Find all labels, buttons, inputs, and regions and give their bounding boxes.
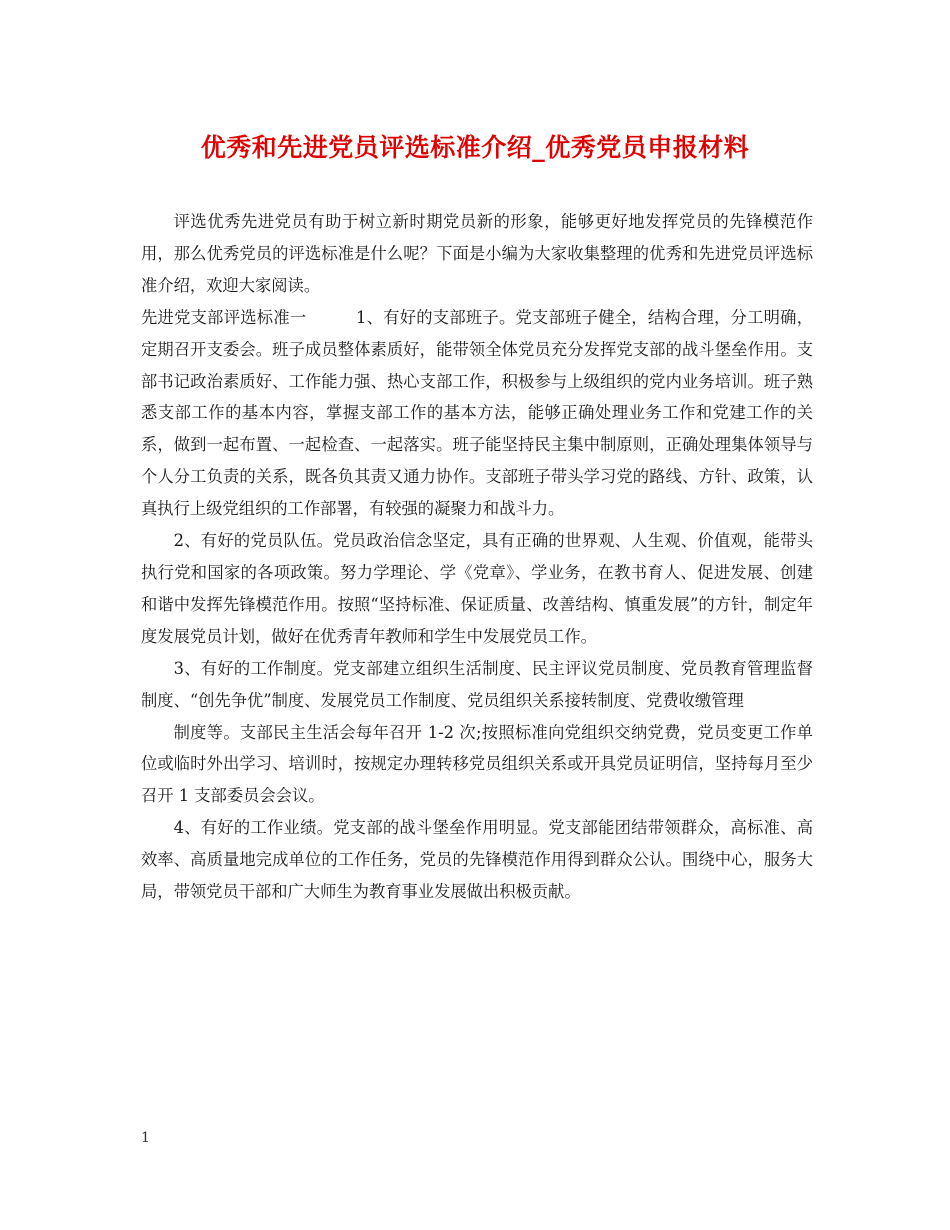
page-number: 1 (141, 1130, 150, 1146)
paragraph-standard-1: 先进党支部评选标准一 1、有好的支部班子。党支部班子健全，结构合理，分工明确，定期召开支委会。班子成员整体素质好，能带领全体党员充分发挥党支部的战斗堡垒作用。支部书记政治素质好、工作能力强、热心支部工作，积极参与上级组织的党内业务培训。班子熟悉支部工作的基本内容，掌握支部工作的基本方法，能够正确处理业务工作和党建工作的关系，做到一起布置、一起检查、一起落实。班子能坚持民主集中制原则，正确处理集体领导与个人分工负责的关系，既各负其责又通力协作。支部班子带头学习党的路线、方针、政策，认真执行上级党组织的工作部署，有较强的凝聚力和战斗力。 (141, 307, 813, 519)
paragraph-standard-4: 4、有好的工作业绩。党支部的战斗堡垒作用明显。党支部能团结带领群众，高标准、高效率、高质量地完成单位的工作任务，党员的先锋模范作用得到群众公认。围绕中心，服务大局，带领党员干部和广大师生为教育事业发展做出积极贡献。 (141, 818, 813, 902)
paragraph-standard-3: 3、有好的工作制度。党支部建立组织生活制度、民主评议党员制度、党员教育管理监督制度、“创先争优”制度、发展党员工作制度、党员组织关系接转制度、党费收缴管理 (141, 658, 813, 710)
document-title: 优秀和先进党员评选标准介绍_优秀党员申报材料 (200, 133, 750, 162)
paragraph-intro: 评选优秀先进党员有助于树立新时期党员新的形象，能够更好地发挥党员的先锋模范作用，那么优秀党员的评选标准是什么呢？下面是小编为大家收集整理的优秀和先进党员评选标准介绍，欢迎大家阅读。 (141, 212, 813, 295)
paragraph-standard-2: 2、有好的党员队伍。党员政治信念坚定，具有正确的世界观、人生观、价值观，能带头执行党和国家的各项政策。努力学理论、学《党章》、学业务，在教书育人、促进发展、创建和谐中发挥先锋模范作用。按照“坚持标准、保证质量、改善结构、慎重发展”的方针，制定年度发展党员计划，做好在优秀青年教师和学生中发展党员工作。 (141, 531, 813, 646)
paragraph-standard-3-continued: 制度等。支部民主生活会每年召开 1-2 次;按照标准向党组织交纳党费，党员变更工作单位或临时外出学习、培训时，按规定办理转移党员组织关系或开具党员证明信，坚持每月至少召开 1 支部委员会会议。 (141, 722, 813, 806)
document-body (141, 206, 813, 908)
